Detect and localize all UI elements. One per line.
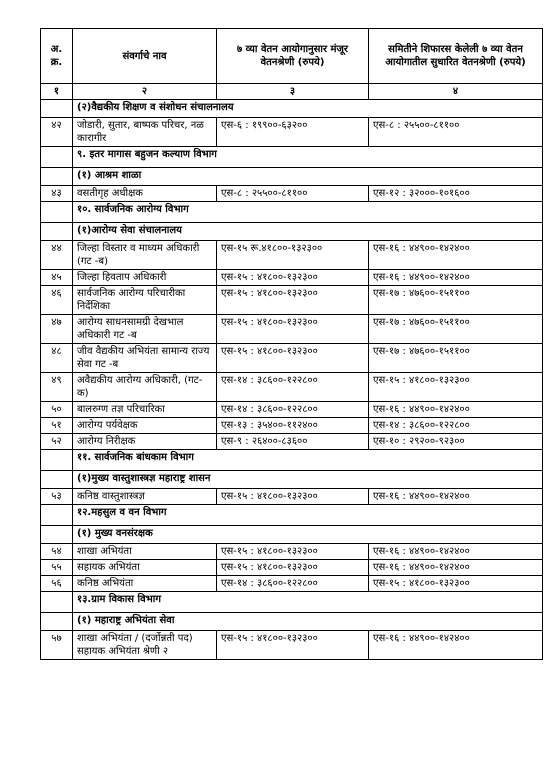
serial-number-cell: ५७ bbox=[41, 631, 73, 660]
serial-number-cell: ४४ bbox=[41, 241, 73, 270]
revised-scale-cell: एस-१५ : ४१८००-१३२३०० bbox=[369, 576, 543, 592]
current-scale-cell: एस-९ : २६४००-८३६०० bbox=[217, 434, 369, 450]
blank-serial-cell bbox=[41, 505, 73, 526]
revised-scale-cell: एस-१० : २९२००-९२३०० bbox=[369, 434, 543, 450]
serial-number-cell: ५४ bbox=[41, 544, 73, 560]
office-subheading-row bbox=[41, 223, 543, 241]
revised-scale-cell: एस-१६ : ४४९००-१४२४०० bbox=[369, 631, 543, 660]
table-row bbox=[41, 241, 543, 270]
header-current-scale: ७ व्या वेतन आयोगानुसार मंजूर वेतनश्रेणी (रुपये) bbox=[217, 29, 369, 84]
column-number: ३ bbox=[217, 84, 369, 100]
column-number: ४ bbox=[369, 84, 543, 100]
revised-scale-cell: एस-१६ : ४४९००-१४२४०० bbox=[369, 544, 543, 560]
cadre-name-cell: जीव वैद्यकीय अभियंता सामान्य राज्य सेवा गट -ब bbox=[73, 344, 217, 373]
serial-number-cell: ४९ bbox=[41, 373, 73, 402]
serial-number-cell: ५३ bbox=[41, 489, 73, 505]
blank-serial-cell bbox=[41, 526, 73, 544]
serial-number-cell: ५६ bbox=[41, 576, 73, 592]
cadre-name-cell: जोडारी, सुतार, बाष्पक परिचर, नळ कारागीर bbox=[73, 118, 217, 147]
blank-serial-cell bbox=[41, 168, 73, 186]
current-scale-cell: एस-१५ : ४१८००-१३२३०० bbox=[217, 560, 369, 576]
current-scale-cell: एस-६ : १९९००-६३२०० bbox=[217, 118, 369, 147]
serial-number-cell: ५५ bbox=[41, 560, 73, 576]
department-heading: १२.महसुल व वन विभाग bbox=[73, 505, 543, 526]
current-scale-cell: एस-१५ : ४१८००-१३२३०० bbox=[217, 344, 369, 373]
table-row bbox=[41, 315, 543, 344]
table-row bbox=[41, 344, 543, 373]
pay-scale-table bbox=[40, 28, 543, 660]
table-row bbox=[41, 286, 543, 315]
office-subheading: (१) आश्रम शाळा bbox=[73, 168, 543, 186]
office-subheading-row bbox=[41, 471, 543, 489]
table-row bbox=[41, 418, 543, 434]
cadre-name-cell: शाखा अभियंता / (दर्जोन्नती पद) सहायक अभियंता श्रेणी २ bbox=[73, 631, 217, 660]
table-body bbox=[41, 100, 543, 660]
serial-number-cell: ४२ bbox=[41, 118, 73, 147]
cadre-name-cell: जिल्हा हिवताप अधिकारी bbox=[73, 270, 217, 286]
revised-scale-cell: एस-१६ : ४४९००-१४२४०० bbox=[369, 402, 543, 418]
table-row bbox=[41, 402, 543, 418]
blank-serial-cell bbox=[41, 223, 73, 241]
table-row bbox=[41, 270, 543, 286]
office-subheading: (१)मुख्य वास्तुशास्त्रज्ञ महाराष्ट्र शासन bbox=[73, 471, 543, 489]
current-scale-cell: एस-१५ : ४१८००-१३२३०० bbox=[217, 315, 369, 344]
office-subheading: (१)आरोग्य सेवा संचालनालय bbox=[73, 223, 543, 241]
header-serial-number: अ. क्र. bbox=[41, 29, 73, 84]
header-cadre-name: संवर्गाचे नाव bbox=[73, 29, 217, 84]
current-scale-cell: एस-१४ : ३८६००-१२२८०० bbox=[217, 402, 369, 418]
department-heading: ११. सार्वजनिक बांधकाम विभाग bbox=[73, 450, 543, 471]
revised-scale-cell: एस-१२ : ३२०००-१०१६०० bbox=[369, 186, 543, 202]
department-heading-row bbox=[41, 202, 543, 223]
revised-scale-cell: एस-१६ : ४४९००-१४२४०० bbox=[369, 241, 543, 270]
department-heading: ९. इतर मागास बहुजन कल्याण विभाग bbox=[73, 147, 543, 168]
office-subheading-row bbox=[41, 526, 543, 544]
blank-serial-cell bbox=[41, 202, 73, 223]
department-heading-row bbox=[41, 592, 543, 613]
revised-scale-cell: एस-१६ : ४४९००-१४२४०० bbox=[369, 489, 543, 505]
revised-scale-cell: एस-१४ : ३८६००-१२२८०० bbox=[369, 418, 543, 434]
current-scale-cell: एस-१५ : ४१८००-१३२३०० bbox=[217, 631, 369, 660]
serial-number-cell: ४६ bbox=[41, 286, 73, 315]
table-row bbox=[41, 118, 543, 147]
table-row bbox=[41, 489, 543, 505]
current-scale-cell: एस-१३ : ३५४००-११२४०० bbox=[217, 418, 369, 434]
cadre-name-cell: जिल्हा विस्तार व माध्यम अधिकारी (गट -ब) bbox=[73, 241, 217, 270]
revised-scale-cell: एस-८ : २५५००-८११०० bbox=[369, 118, 543, 147]
blank-serial-cell bbox=[41, 613, 73, 631]
current-scale-cell: एस-१५ : ४१८००-१३२३०० bbox=[217, 286, 369, 315]
cadre-name-cell: वसतीगृह अधीक्षक bbox=[73, 186, 217, 202]
revised-scale-cell: एस-१७ : ४७६००-१५११०० bbox=[369, 344, 543, 373]
column-number: १ bbox=[41, 84, 73, 100]
table-row bbox=[41, 434, 543, 450]
cadre-name-cell: कनिष्ठ वास्तुशास्त्रज्ञ bbox=[73, 489, 217, 505]
blank-serial-cell bbox=[41, 147, 73, 168]
cadre-name-cell: सहायक अभियंता bbox=[73, 560, 217, 576]
cadre-name-cell: अवैद्यकीय आरोग्य अधिकारी, (गट-क) bbox=[73, 373, 217, 402]
current-scale-cell: एस-१४ : ३८६००-१२२८०० bbox=[217, 373, 369, 402]
column-number: २ bbox=[73, 84, 217, 100]
department-heading-row bbox=[41, 505, 543, 526]
office-subheading-row bbox=[41, 613, 543, 631]
cadre-name-cell: शाखा अभियंता bbox=[73, 544, 217, 560]
table-row bbox=[41, 544, 543, 560]
table-row bbox=[41, 631, 543, 660]
table-row bbox=[41, 576, 543, 592]
revised-scale-cell: एस-१७ : ४७६००-१५११०० bbox=[369, 286, 543, 315]
serial-number-cell: ४५ bbox=[41, 270, 73, 286]
office-subheading-row bbox=[41, 168, 543, 186]
current-scale-cell: एस-१५ : ४१८००-१३२३०० bbox=[217, 270, 369, 286]
cadre-name-cell: सार्वजनिक आरोग्य परिचारीका निर्देशिका bbox=[73, 286, 217, 315]
cadre-name-cell: आरोग्य पर्यवेक्षक bbox=[73, 418, 217, 434]
blank-serial-cell bbox=[41, 592, 73, 613]
office-subheading-row bbox=[41, 100, 543, 118]
office-subheading: (१) मुख्य वनसंरक्षक bbox=[73, 526, 543, 544]
table-row bbox=[41, 373, 543, 402]
column-number-row bbox=[41, 84, 543, 100]
blank-serial-cell bbox=[41, 450, 73, 471]
current-scale-cell: एस-८ : २५५००-८११०० bbox=[217, 186, 369, 202]
current-scale-cell: एस-१४ : ३८६००-१२२८०० bbox=[217, 576, 369, 592]
table-row bbox=[41, 186, 543, 202]
department-heading-row bbox=[41, 450, 543, 471]
header-revised-scale: समितीने शिफारस केलेली ७ व्या वेतन आयोगातील सुधारित वेतनश्रेणी (रुपये) bbox=[369, 29, 543, 84]
serial-number-cell: ४७ bbox=[41, 315, 73, 344]
current-scale-cell: एस-१५ : ४१८००-१३२३०० bbox=[217, 489, 369, 505]
header-row bbox=[41, 29, 543, 84]
department-heading: १३.ग्राम विकास विभाग bbox=[73, 592, 543, 613]
serial-number-cell: ४८ bbox=[41, 344, 73, 373]
department-heading-row bbox=[41, 147, 543, 168]
office-subheading: (१) महाराष्ट्र अभियंता सेवा bbox=[73, 613, 543, 631]
revised-scale-cell: एस-१६ : ४४९००-१४२४०० bbox=[369, 560, 543, 576]
revised-scale-cell: एस-१६ : ४४९००-१४२४०० bbox=[369, 270, 543, 286]
current-scale-cell: एस-१५ रू.४१८००-१३२३०० bbox=[217, 241, 369, 270]
blank-serial-cell bbox=[41, 100, 73, 118]
table-row bbox=[41, 560, 543, 576]
cadre-name-cell: आरोग्य निरीक्षक bbox=[73, 434, 217, 450]
serial-number-cell: ५२ bbox=[41, 434, 73, 450]
revised-scale-cell: एस-१७ : ४७६००-१५११०० bbox=[369, 315, 543, 344]
serial-number-cell: ५१ bbox=[41, 418, 73, 434]
cadre-name-cell: आरोग्य साधनसामग्री देखभाल अधिकारी गट -ब bbox=[73, 315, 217, 344]
cadre-name-cell: बालरुग्ण तज्ञ परिचारिका bbox=[73, 402, 217, 418]
serial-number-cell: ४३ bbox=[41, 186, 73, 202]
revised-scale-cell: एस-१५ : ४१८००-१३२३०० bbox=[369, 373, 543, 402]
serial-number-cell: ५० bbox=[41, 402, 73, 418]
department-heading: १०. सार्वजनिक आरोग्य विभाग bbox=[73, 202, 543, 223]
current-scale-cell: एस-१५ : ४१८००-१३२३०० bbox=[217, 544, 369, 560]
office-subheading: (२)वैद्यकीय शिक्षण व संशोधन संचालनालय bbox=[73, 100, 543, 118]
cadre-name-cell: कनिष्ठ अभियंता bbox=[73, 576, 217, 592]
blank-serial-cell bbox=[41, 471, 73, 489]
